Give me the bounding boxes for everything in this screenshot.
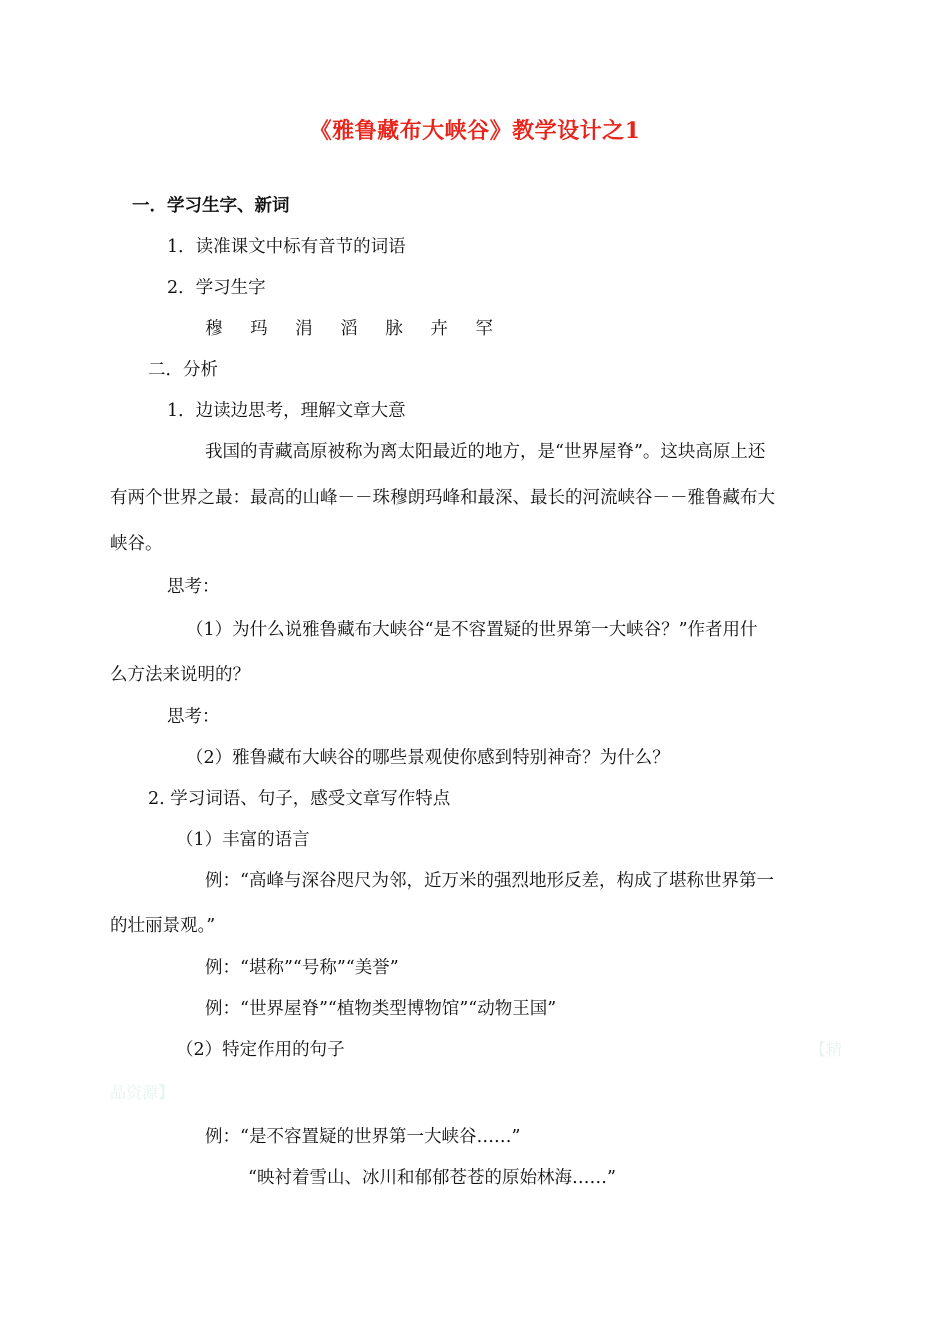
think-label: 思考：: [167, 707, 220, 727]
paragraph-line: 有两个世界之最：最高的山峰－－珠穆朗玛峰和最深、最长的河流峡谷－－雅鲁藏布大: [110, 488, 775, 508]
character: 滔: [340, 319, 358, 339]
question-2: （2）雅鲁藏布大峡谷的哪些景观使你感到特别神奇？为什么？: [186, 748, 670, 768]
example-line: “映衬着雪山、冰川和郁郁苍苍的原始林海……”: [248, 1168, 616, 1188]
example-line: 的壮丽景观。”: [110, 916, 216, 936]
new-characters-list: [205, 316, 515, 342]
section1-item1: 1．读准课文中标有音节的词语: [167, 237, 406, 257]
section2-item1: 1．边读边思考，理解文章大意: [167, 401, 406, 421]
think-label: 思考：: [167, 577, 220, 597]
subheading-rich-language: （1）丰富的语言: [176, 830, 310, 850]
subheading-special-sentences: （2）特定作用的句子: [176, 1040, 345, 1060]
example-line: 例：“堪称”“号称”“美誉”: [205, 958, 399, 978]
section2-item2: 2. 学习词语、句子，感受文章写作特点: [148, 789, 451, 809]
character: 穆: [205, 319, 223, 339]
question-1: （1）为什么说雅鲁藏布大峡谷“是不容置疑的世界第一大峡谷？”作者用什: [186, 620, 758, 640]
character: 卉: [430, 319, 448, 339]
example-line: 例：“高峰与深谷咫尺为邻，近万米的强烈地形反差，构成了堪称世界第一: [205, 871, 774, 891]
section1-heading: 一．学习生字、新词: [132, 196, 290, 216]
character: 涓: [295, 319, 313, 339]
document-title: 《雅鲁藏布大峡谷》教学设计之1: [309, 118, 641, 144]
paragraph-line: 峡谷。: [110, 534, 163, 554]
example-line: 例：“是不容置疑的世界第一大峡谷……”: [205, 1127, 521, 1147]
watermark-text: 【精: [810, 1040, 843, 1059]
watermark-text: 品资源】: [110, 1083, 175, 1102]
example-line: 例：“世界屋脊”“植物类型博物馆”“动物王国”: [205, 999, 557, 1019]
character: 脉: [385, 319, 403, 339]
character: 罕: [475, 319, 493, 339]
paragraph-line: 我国的青藏高原被称为离太阳最近的地方，是“世界屋脊”。这块高原上还: [205, 442, 766, 462]
section1-item2: 2．学习生字: [167, 278, 266, 298]
section2-heading: 二．分析: [148, 360, 218, 380]
character: 玛: [250, 319, 268, 339]
question-1-continued: 么方法来说明的？: [110, 665, 250, 685]
